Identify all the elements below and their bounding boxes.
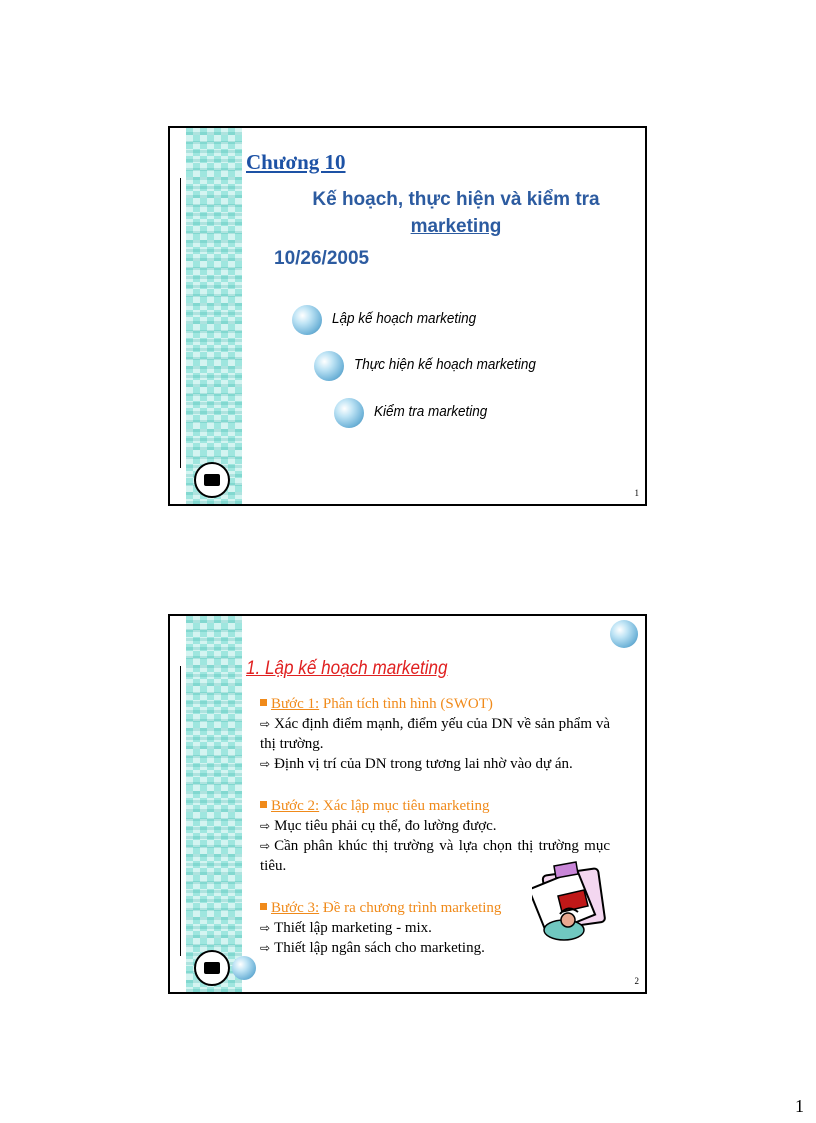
step-line-text: Mục tiêu phải cụ thể, đo lường được. — [274, 818, 497, 834]
arrow-right-icon: ⇨ — [260, 941, 271, 955]
slide-page-number: 2 — [634, 976, 639, 986]
bullet-text: Lập kế hoạch marketing — [332, 310, 477, 327]
arrow-right-icon: ⇨ — [260, 839, 271, 853]
university-logo-icon — [194, 462, 230, 498]
arrow-right-icon: ⇨ — [260, 819, 271, 833]
sphere-bullet-icon — [314, 351, 344, 381]
step-heading — [260, 796, 610, 816]
title-line-1: Kế hoạch, thực hiện và kiểm tra — [312, 189, 600, 210]
step-label: Bước 3: — [271, 900, 320, 916]
slide-title — [276, 186, 636, 240]
decorative-stripe — [186, 616, 242, 992]
divider-line — [180, 178, 181, 468]
square-bullet-icon — [260, 801, 267, 808]
sphere-decoration-icon — [610, 620, 638, 648]
section-heading: 1. Lập kế hoạch marketing — [246, 658, 448, 679]
arrow-right-icon: ⇨ — [260, 717, 271, 731]
step-label: Bước 2: — [271, 798, 320, 814]
square-bullet-icon — [260, 903, 267, 910]
step-line — [260, 816, 610, 836]
slide-date: 10/26/2005 — [274, 248, 370, 269]
step-text: Phân tích tình hình (SWOT) — [319, 696, 493, 712]
sphere-decoration-icon — [232, 956, 256, 980]
sphere-bullet-icon — [292, 305, 322, 335]
university-logo-icon — [194, 950, 230, 986]
step-text: Xác lập mục tiêu marketing — [319, 798, 490, 814]
step-heading — [260, 898, 540, 918]
arrow-right-icon: ⇨ — [260, 757, 271, 771]
step-label: Bước 1: — [271, 696, 320, 712]
sphere-bullet-icon — [334, 398, 364, 428]
step-line-text: Cần phân khúc thị trường và lựa chọn thị trường mục tiêu. — [260, 838, 610, 874]
step-line-text: Định vị trí của DN trong tương lai nhờ vào dự án. — [274, 756, 573, 772]
document-page-number: 1 — [795, 1096, 804, 1116]
slide-page-number: 1 — [634, 488, 639, 498]
chapter-title: Chương 10 — [246, 150, 346, 174]
title-line-2: marketing — [410, 216, 502, 237]
step-line-text: Thiết lập marketing - mix. — [274, 920, 432, 936]
step-line — [260, 918, 540, 938]
bullet-text: Kiểm tra marketing — [374, 403, 488, 420]
bullet-text: Thực hiện kế hoạch marketing — [354, 356, 536, 373]
step-line — [260, 754, 610, 774]
divider-line — [180, 666, 181, 956]
marketing-clipart — [532, 860, 606, 944]
decorative-stripe — [186, 128, 242, 504]
step-heading — [260, 694, 610, 714]
slide-2 — [168, 614, 647, 994]
step-line — [260, 938, 540, 958]
step-line-text: Xác định điểm mạnh, điểm yếu của DN về sản phẩm và thị trường. — [260, 716, 610, 752]
step-line — [260, 714, 610, 754]
step-block — [260, 694, 610, 774]
step-line-text: Thiết lập ngân sách cho marketing. — [274, 940, 485, 956]
step-block — [260, 898, 540, 958]
step-text: Đề ra chương trình marketing — [319, 900, 502, 916]
arrow-right-icon: ⇨ — [260, 921, 271, 935]
slide-1 — [168, 126, 647, 506]
square-bullet-icon — [260, 699, 267, 706]
